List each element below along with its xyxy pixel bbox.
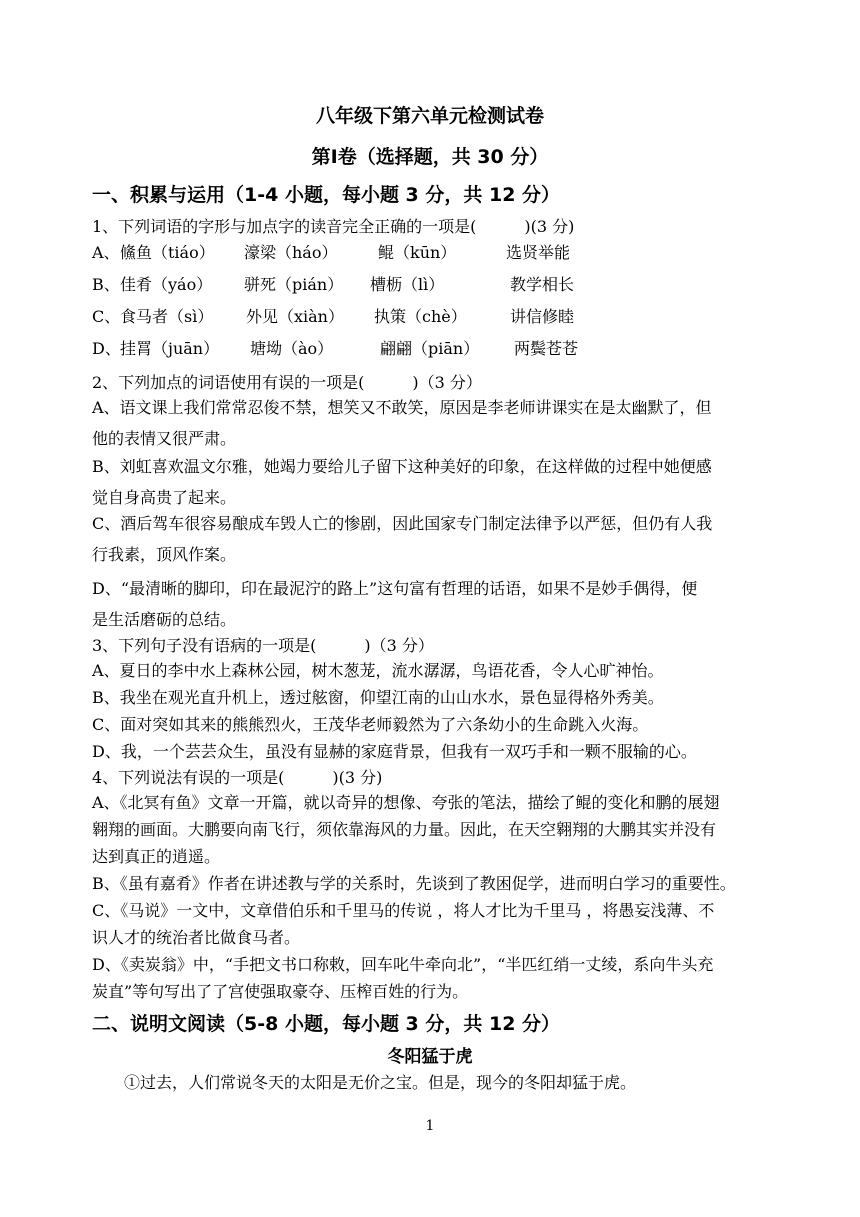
q2-line: 行我素，顶风作案。 bbox=[92, 545, 237, 564]
option-item: 挂罥（juān） bbox=[120, 339, 220, 358]
option-item: 骈死（pián） bbox=[244, 275, 344, 294]
option-item: 食马者（sì） bbox=[120, 307, 214, 326]
q4-line: 识人才的统治者比做食马者。 bbox=[92, 928, 301, 947]
option-item: 教学相长 bbox=[510, 275, 575, 294]
exam-title: 八年级下第六单元检测试卷 bbox=[315, 105, 544, 127]
q4-line: 炭直”等句写出了了宫使强取豪夺、压榨百姓的行为。 bbox=[92, 982, 469, 1001]
q2-line: B、刘虹喜欢温文尔雅，她竭力要给儿子留下这种美好的印象，在这样做的过程中她便感 bbox=[92, 457, 712, 476]
q3-line: D、我，一个芸芸众生，虽没有显赫的家庭背景，但我有一双巧手和一颗不服输的心。 bbox=[92, 742, 697, 761]
option-item: 外见（xiàn） bbox=[246, 307, 344, 326]
q4-line: 翱翔的画面。大鹏要向南飞行，须依靠海风的力量。因此，在天空翱翔的大鹏其实并没有 bbox=[92, 820, 717, 839]
option-item: 槽枥（lì） bbox=[370, 275, 445, 294]
option-item: 两鬓苍苍 bbox=[514, 339, 579, 358]
q4-line: 达到真正的逍遥。 bbox=[92, 847, 221, 866]
option-item: 佳肴（yáo） bbox=[120, 275, 213, 294]
page-number: 1 bbox=[425, 1118, 435, 1134]
option-item: 执策（chè） bbox=[374, 307, 467, 326]
section1-heading: 一、积累与运用（1-4 小题，每小题 3 分，共 12 分） bbox=[92, 184, 561, 206]
option-letter: C、 bbox=[92, 307, 121, 326]
option-letter: D、 bbox=[92, 339, 121, 358]
option-item: 塘坳（ào） bbox=[250, 339, 334, 358]
q4-line: D、《卖炭翁》中，“手把文书口称敕，回车叱牛牵向北”，“半匹红绡一丈绫，系向牛头充 bbox=[92, 955, 714, 974]
q3-line: A、夏日的李中水上森林公园，树木葱茏，流水潺潺，鸟语花香，令人心旷神怡。 bbox=[92, 661, 664, 680]
q2-line: D、“最清晰的脚印，印在最泥泞的路上”这句富有哲理的话语，如果不是妙手偶得，便 bbox=[92, 579, 698, 598]
q4-stem: 4、下列说法有误的一项是( )(3 分) bbox=[92, 768, 383, 787]
article-paragraph: ①过去，人们常说冬天的太阳是无价之宝。但是，现今的冬阳却猛于虎。 bbox=[124, 1073, 637, 1092]
q2-stem: 2、下列加点的词语使用有误的一项是( )（3 分） bbox=[92, 373, 482, 392]
option-item: 鯈鱼（tiáo） bbox=[120, 243, 215, 262]
q2-line: A、语文课上我们常常忍俊不禁，想笑又不敢笑，原因是李老师讲课实在是太幽默了，但 bbox=[92, 398, 712, 417]
q4-line: B、《虽有嘉肴》作者在讲述教与学的关系时，先谈到了教困促学，进而明白学习的重要性。 bbox=[92, 874, 736, 893]
q3-line: B、我坐在观光直升机上，透过舷窗，仰望江南的山山水水，景色显得格外秀美。 bbox=[92, 688, 664, 707]
option-letter: A、 bbox=[92, 243, 120, 262]
q2-line: 是生活磨砺的总结。 bbox=[92, 610, 237, 629]
q4-line: C、《马说》一文中，文章借伯乐和千里马的传说 ，将人才比为千里马 ，将愚妄浅薄、不 bbox=[92, 901, 715, 920]
section2-heading: 二、说明文阅读（5-8 小题，每小题 3 分，共 12 分） bbox=[92, 1013, 561, 1035]
q1-stem: 1、下列词语的字形与加点字的读音完全正确的一项是( )(3 分) bbox=[92, 217, 575, 236]
q4-line: A、《北冥有鱼》文章一开篇，就以奇异的想像、夸张的笔法，描绘了鲲的变化和鹏的展翅 bbox=[92, 793, 720, 812]
option-item: 翩翩（piān） bbox=[380, 339, 480, 358]
option-item: 濠梁（háo） bbox=[244, 243, 338, 262]
option-letter: B、 bbox=[92, 275, 120, 294]
q2-line: C、酒后驾车很容易酿成车毁人亡的惨剧，因此国家专门制定法律予以严惩，但仍有人我 bbox=[92, 514, 713, 533]
article-title: 冬阳猛于虎 bbox=[387, 1047, 473, 1067]
q3-stem: 3、下列句子没有语病的一项是( )（3 分） bbox=[92, 636, 434, 655]
q3-line: C、面对突如其来的熊熊烈火，王茂华老师毅然为了六条幼小的生命跳入火海。 bbox=[92, 715, 649, 734]
q2-line: 他的表情又很严肃。 bbox=[92, 429, 237, 448]
option-item: 讲信修睦 bbox=[510, 307, 575, 326]
option-item: 鲲（kūn） bbox=[378, 243, 457, 262]
option-item: 选贤举能 bbox=[506, 243, 571, 262]
q2-line: 觉自身高贵了起来。 bbox=[92, 488, 237, 507]
part-title: 第Ⅰ卷（选择题，共 30 分） bbox=[311, 146, 549, 168]
